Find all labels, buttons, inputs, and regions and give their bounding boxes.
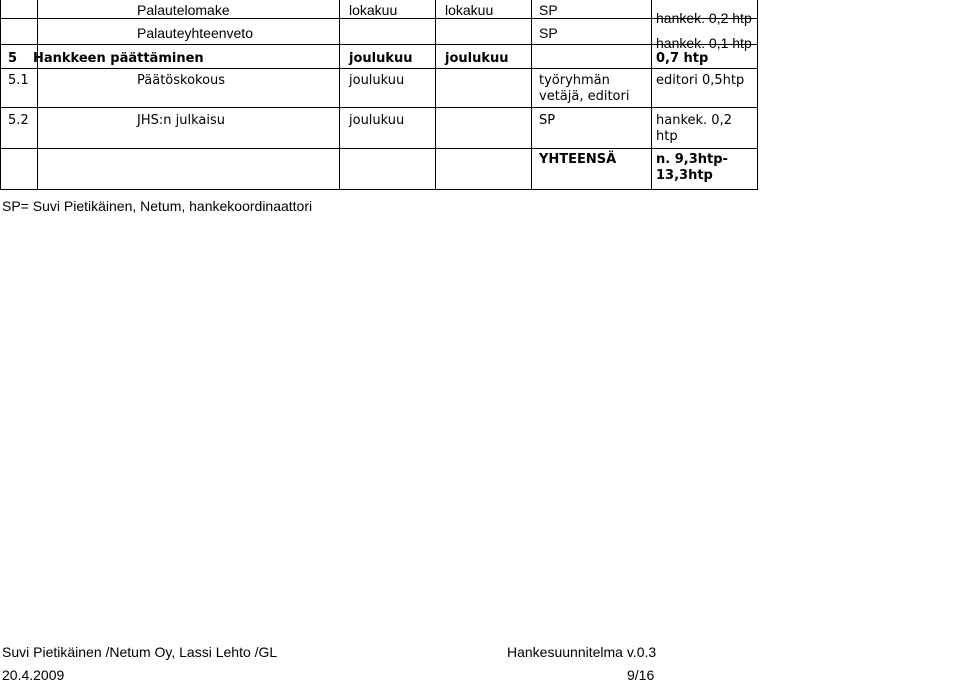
effort-cell: hankek. 0,1 htp [656, 35, 752, 51]
table-row-divider [0, 107, 758, 108]
start-cell: joulukuu [349, 73, 405, 88]
table-col-divider [37, 0, 38, 190]
table-row-divider [0, 18, 758, 19]
end-cell: joulukuu [445, 51, 509, 66]
table-col-divider [651, 0, 652, 190]
task-cell: JHS:n julkaisu [137, 113, 225, 128]
who-cell: työryhmän vetäjä, editori [539, 73, 630, 104]
table-border-right [757, 0, 758, 190]
effort-cell: hankek. 0,2 htp [656, 10, 752, 26]
table-col-divider [339, 0, 340, 190]
total-value: n. 9,3htp-13,3htp [656, 152, 728, 183]
task-cell: Palautelomake [137, 2, 230, 18]
footer-doc-title: Hankesuunnitelma v.0.3 [507, 644, 657, 660]
effort-cell: editori 0,5htp [656, 73, 745, 88]
who-cell: SP [539, 113, 556, 128]
num-cell: 5.2 [8, 113, 29, 128]
start-cell: lokakuu [349, 2, 398, 18]
abbreviation-note: SP= Suvi Pietikäinen, Netum, hankekoordinaattori [2, 198, 313, 214]
effort-cell: hankek. 0,2 htp [656, 113, 732, 144]
table-row-divider [0, 148, 758, 149]
footer-date: 20.4.2009 [2, 667, 65, 683]
task-cell: Hankkeen päättäminen [33, 51, 204, 66]
table-row-divider [0, 68, 758, 69]
table-row-divider [0, 44, 758, 45]
table-border-left [0, 0, 1, 190]
end-cell: lokakuu [445, 2, 494, 18]
table-col-divider [531, 0, 532, 190]
num-cell: 5 [8, 51, 18, 66]
table-border-bottom [0, 189, 758, 190]
start-cell: joulukuu [349, 51, 413, 66]
start-cell: joulukuu [349, 113, 405, 128]
table-col-divider [435, 0, 436, 190]
footer-authors: Suvi Pietikäinen /Netum Oy, Lassi Lehto /GL [2, 644, 278, 660]
task-cell: Palauteyhteenveto [137, 25, 253, 41]
footer-page-number: 9/16 [627, 667, 655, 683]
task-cell: Päätöskokous [137, 73, 226, 88]
who-cell: SP [539, 2, 558, 18]
total-label: YHTEENSÄ [539, 152, 617, 167]
num-cell: 5.1 [8, 73, 29, 88]
effort-cell: 0,7 htp [656, 51, 709, 66]
who-cell: SP [539, 25, 558, 41]
